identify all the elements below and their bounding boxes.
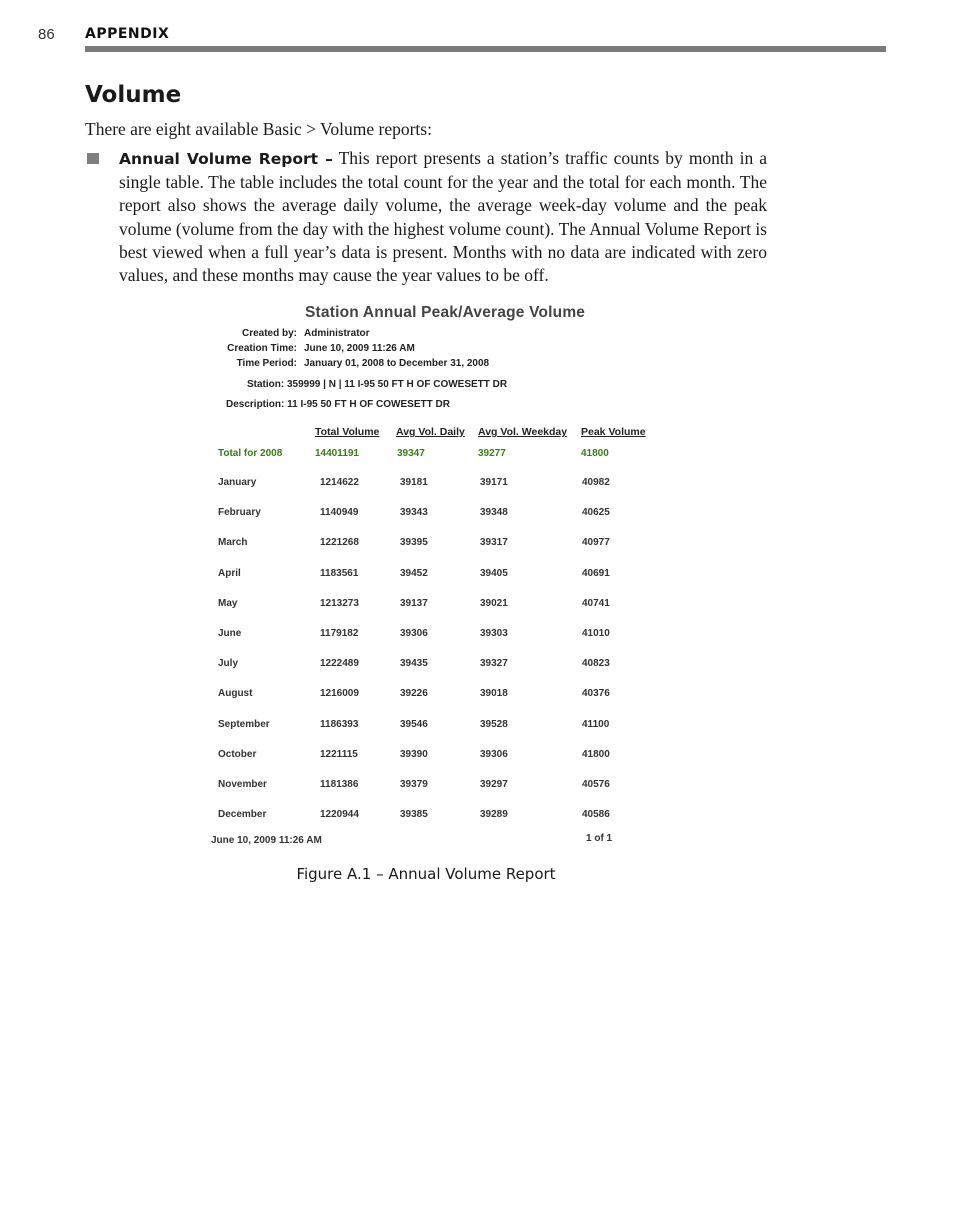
report-footer-date: June 10, 2009 11:26 AM <box>211 835 322 846</box>
page-number: 86 <box>38 26 55 43</box>
col-header-peak-volume: Peak Volume <box>581 426 646 438</box>
header-rule <box>85 46 886 52</box>
bullet-body: This report presents a station’s traffic counts by month in a single table. The table includes the total count for the year and the total for each month. The report also shows the average daily volume, the average week-day volume and the peak volume (volume from the day with the highest volume count). The Annual Volume Report is best viewed when a full year’s data is present. Months with no data are indicated with zero values, and these months may cause the year values to be off. <box>119 148 768 286</box>
page-header <box>38 26 886 56</box>
table-row <box>205 477 665 491</box>
total-volume: 14401191 <box>315 448 359 459</box>
row-weekday: 39018 <box>480 688 508 700</box>
table-row <box>205 809 665 823</box>
row-daily: 39181 <box>400 477 428 488</box>
table-row <box>205 537 665 551</box>
row-peak: 40982 <box>582 477 610 488</box>
row-peak: 40977 <box>582 537 610 549</box>
row-label: February <box>218 507 261 519</box>
col-header-total-volume: Total Volume <box>315 426 380 438</box>
table-row <box>205 628 665 642</box>
row-daily: 39452 <box>400 567 428 579</box>
figure-caption: Figure A.1 – Annual Volume Report <box>296 865 556 883</box>
row-total: 1222489 <box>320 658 359 670</box>
row-label: May <box>218 597 238 609</box>
row-daily: 39390 <box>400 748 428 760</box>
row-peak: 40625 <box>582 507 610 519</box>
row-weekday: 39348 <box>480 507 508 519</box>
table-row <box>205 688 665 702</box>
row-peak: 40576 <box>582 779 610 790</box>
row-label: July <box>218 658 239 670</box>
row-label: April <box>218 567 241 579</box>
row-total: 1140949 <box>320 507 359 519</box>
intro-text: There are eight available Basic > Volume reports: <box>85 119 432 139</box>
table-row <box>205 719 665 733</box>
row-daily: 39379 <box>400 779 428 790</box>
row-total: 1221268 <box>320 537 359 549</box>
bullet-square-icon <box>87 153 99 164</box>
row-label: March <box>218 537 248 549</box>
row-total: 1181386 <box>320 779 359 790</box>
table-row <box>205 598 665 612</box>
row-total: 1183561 <box>320 567 359 579</box>
row-total: 1213273 <box>320 597 359 609</box>
row-total: 1179182 <box>320 628 359 639</box>
row-total: 1216009 <box>320 688 359 700</box>
row-label: August <box>218 688 253 700</box>
created-by-label: Created by: <box>241 328 297 339</box>
row-weekday: 39303 <box>480 628 508 639</box>
section-name: APPENDIX <box>85 26 170 42</box>
row-daily: 39226 <box>400 688 428 700</box>
creation-time-value: June 10, 2009 11:26 AM <box>304 343 415 354</box>
created-by-value: Administrator <box>304 328 370 339</box>
row-peak: 40741 <box>582 597 610 609</box>
row-weekday: 39289 <box>480 809 508 821</box>
table-row <box>205 749 665 763</box>
col-header-avg-weekday: Avg Vol. Weekday <box>478 426 568 438</box>
total-avg-weekday: 39277 <box>478 448 506 459</box>
total-row <box>205 448 665 462</box>
row-label: September <box>218 718 270 730</box>
station-line: Station: 359999 | N | 11 I-95 50 FT H OF COWESETT DR <box>247 379 508 390</box>
row-label: January <box>218 477 257 488</box>
row-total: 1186393 <box>320 718 359 730</box>
row-peak: 41800 <box>582 748 610 760</box>
row-peak: 41100 <box>582 718 610 730</box>
row-daily: 39306 <box>400 628 428 639</box>
row-label: June <box>218 628 242 639</box>
bullet-title: Annual Volume Report – <box>119 150 333 168</box>
time-period-value: January 01, 2008 to December 31, 2008 <box>304 358 490 369</box>
row-total: 1220944 <box>320 809 359 821</box>
row-total: 1221115 <box>320 748 358 760</box>
row-label: October <box>218 748 257 760</box>
row-weekday: 39306 <box>480 748 508 760</box>
row-peak: 40691 <box>582 567 610 579</box>
report-footer-page: 1 of 1 <box>586 833 613 844</box>
row-weekday: 39405 <box>480 567 508 579</box>
col-header-avg-daily: Avg Vol. Daily <box>396 426 465 438</box>
row-daily: 39546 <box>400 718 428 730</box>
table-row <box>205 507 665 521</box>
report-figure <box>205 300 665 855</box>
row-daily: 39385 <box>400 809 428 821</box>
row-weekday: 39317 <box>480 537 508 549</box>
row-peak: 41010 <box>582 628 610 639</box>
report-title: Station Annual Peak/Average Volume <box>305 304 586 321</box>
total-label: Total for 2008 <box>218 448 283 459</box>
bullet-paragraph <box>119 147 767 287</box>
table-row <box>205 658 665 672</box>
description-line: Description: 11 I-95 50 FT H OF COWESETT DR <box>226 399 450 410</box>
creation-time-label: Creation Time: <box>227 343 297 354</box>
row-label: November <box>218 779 267 790</box>
total-avg-daily: 39347 <box>397 448 425 459</box>
row-daily: 39343 <box>400 507 428 519</box>
row-weekday: 39297 <box>480 779 508 790</box>
row-label: December <box>218 809 267 821</box>
row-weekday: 39171 <box>480 477 508 488</box>
row-weekday: 39327 <box>480 658 508 670</box>
row-daily: 39137 <box>400 597 428 609</box>
row-total: 1214622 <box>320 477 359 488</box>
row-daily: 39435 <box>400 658 428 670</box>
table-row <box>205 779 665 793</box>
row-peak: 40823 <box>582 658 610 670</box>
row-peak: 40376 <box>582 688 610 700</box>
row-weekday: 39528 <box>480 718 508 730</box>
row-weekday: 39021 <box>480 597 508 609</box>
table-row <box>205 568 665 582</box>
row-daily: 39395 <box>400 537 428 549</box>
section-heading: Volume <box>85 82 182 108</box>
time-period-label: Time Period: <box>236 358 297 369</box>
total-peak-volume: 41800 <box>581 448 609 459</box>
row-peak: 40586 <box>582 809 610 821</box>
